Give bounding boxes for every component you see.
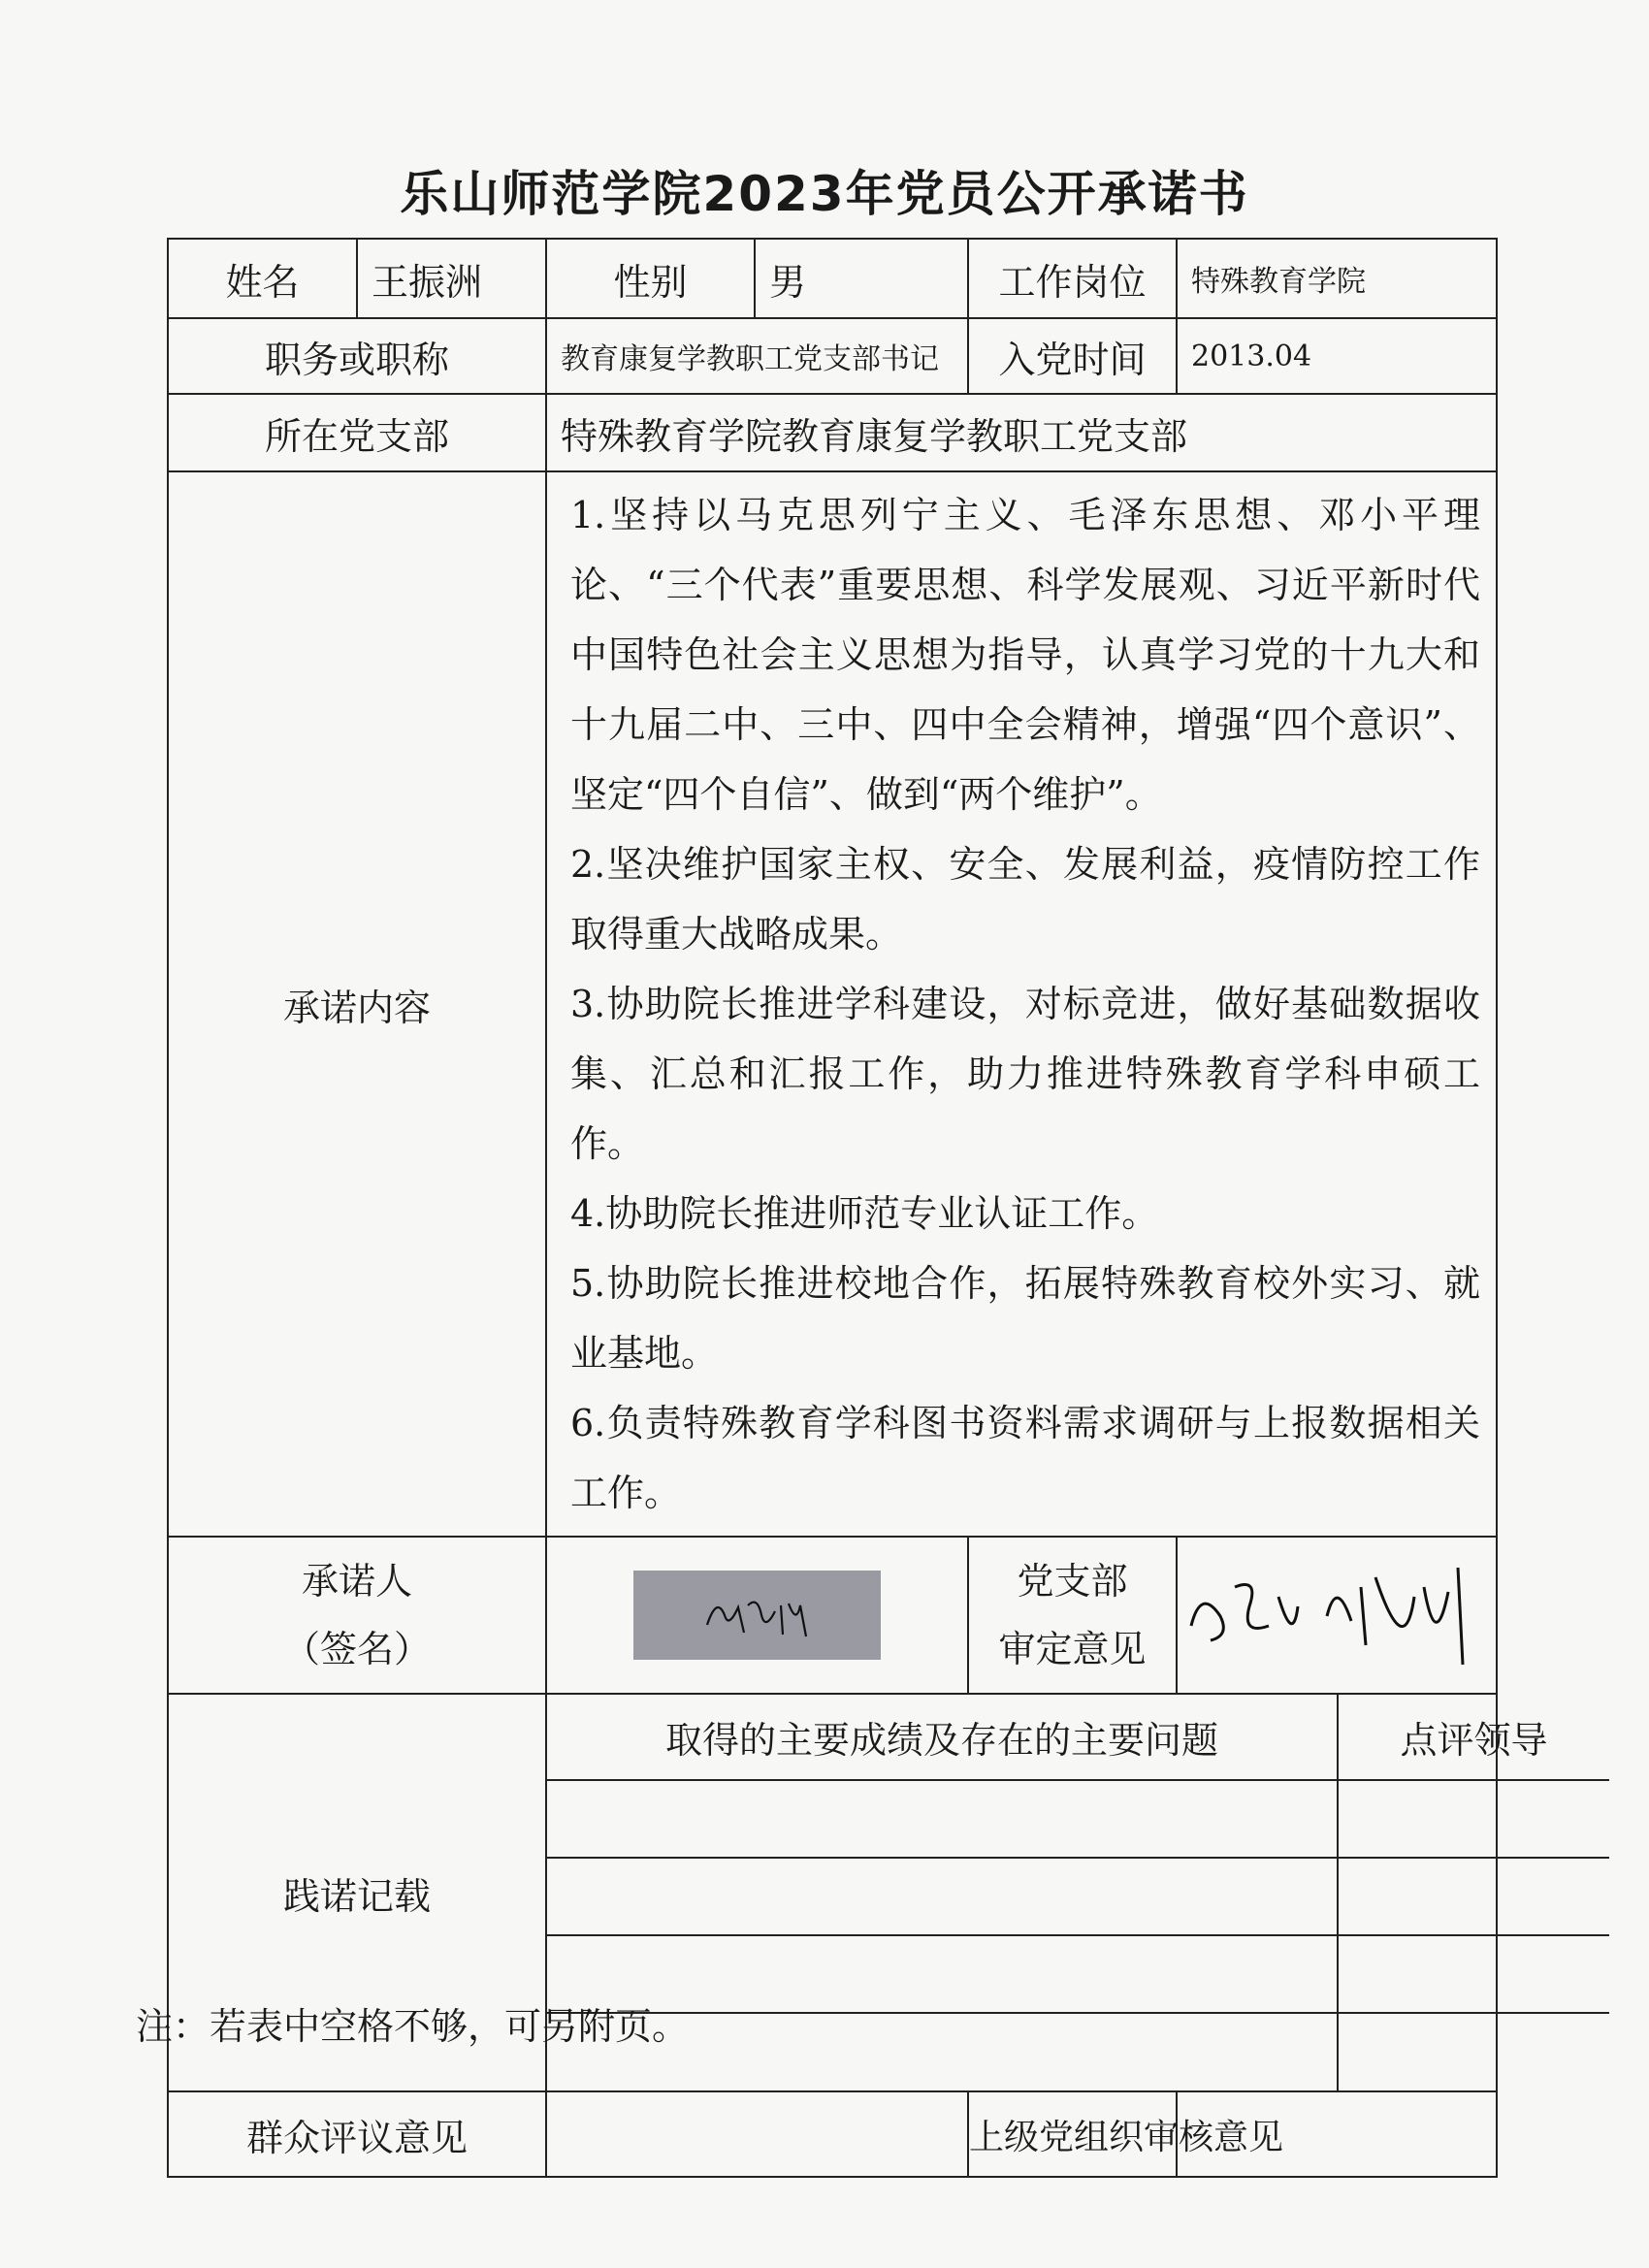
document-title: 乐山师范学院2023年党员公开承诺书 — [400, 166, 1249, 222]
name-value: 王振洲 — [357, 239, 546, 318]
row-branch — [168, 394, 1497, 471]
footnote: 注：若表中空格不够，可另附页。 — [136, 2005, 690, 2048]
commitment-item: 2.坚决维护国家主权、安全、发展利益，疫情防控工作取得重大战略成果。 — [570, 843, 1480, 956]
row-commitment — [168, 471, 1497, 1537]
branch-label: 所在党支部 — [168, 394, 546, 471]
branch-opinion-label — [968, 1537, 1177, 1694]
practice-record-header — [547, 1695, 1609, 1780]
achievements-header: 取得的主要成绩及存在的主要问题 — [547, 1695, 1338, 1780]
row-basic-info — [168, 239, 1497, 318]
gender-value: 男 — [755, 239, 968, 318]
branch-opinion-label-line2: 审定意见 — [998, 1628, 1147, 1670]
position-value: 教育康复学教职工党支部书记 — [546, 318, 968, 394]
pledge-form-table — [167, 238, 1548, 2178]
join-date-label: 入党时间 — [968, 318, 1177, 394]
branch-opinion-label-line1: 党支部 — [1017, 1560, 1128, 1603]
superior-review-label: 上级党组织审核意见 — [968, 2091, 1177, 2177]
row-position — [168, 318, 1497, 394]
table-row — [547, 1858, 1609, 1935]
public-opinion-label: 群众评议意见 — [168, 2091, 546, 2177]
commitment-item: 3.协助院长推进学科建设，对标竞进，做好基础数据收集、汇总和汇报工作，助力推进特殊教育学科申硕工作。 — [570, 983, 1480, 1165]
table-row — [547, 1935, 1609, 2013]
handwritten-signature-icon — [699, 1586, 816, 1644]
row-review — [168, 2091, 1497, 2177]
signer-label — [168, 1537, 546, 1694]
position-label: 职务或职称 — [168, 318, 546, 394]
table-row — [547, 2013, 1609, 2090]
row-signature — [168, 1537, 1497, 1694]
commitment-item: 5.协助院长推进校地合作，拓展特殊教育校外实习、就业基地。 — [570, 1262, 1480, 1375]
practice-record-inner-table — [547, 1695, 1609, 2090]
signer-label-line2: （签名） — [282, 1628, 431, 1670]
post-label: 工作岗位 — [968, 239, 1177, 318]
commitment-item: 1.坚持以马克思列宁主义、毛泽东思想、邓小平理论、“三个代表”重要思想、科学发展观、习近平新时代中国特色社会主义思想为指导，认真学习党的十九大和十九届二中、三中、四中全会精神，增强“四个意识”、坚定“四个自信”、做到“两个维护”。 — [570, 494, 1480, 816]
signer-signature-cell — [546, 1537, 968, 1694]
handwritten-opinion-icon — [1181, 1548, 1492, 1674]
join-date-value: 2013.04 — [1177, 318, 1497, 394]
signature-stamp — [633, 1571, 881, 1660]
practice-record-label: 践诺记载 — [168, 1694, 546, 2091]
post-value: 特殊教育学院 — [1177, 239, 1497, 318]
commitment-label: 承诺内容 — [168, 471, 546, 1537]
commitment-item: 6.负责特殊教育学科图书资料需求调研与上报数据相关工作。 — [570, 1402, 1480, 1514]
public-opinion-value — [546, 2091, 968, 2177]
branch-value: 特殊教育学院教育康复学教职工党支部 — [546, 394, 1497, 471]
commitment-content — [546, 471, 1497, 1537]
branch-opinion-signature — [1177, 1537, 1497, 1694]
name-label: 姓名 — [168, 239, 357, 318]
gender-label: 性别 — [546, 239, 755, 318]
table-row — [547, 1780, 1609, 1858]
signer-label-line1: 承诺人 — [301, 1560, 412, 1603]
reviewer-header: 点评领导 — [1338, 1695, 1609, 1780]
commitment-item: 4.协助院长推进师范专业认证工作。 — [570, 1192, 1159, 1235]
